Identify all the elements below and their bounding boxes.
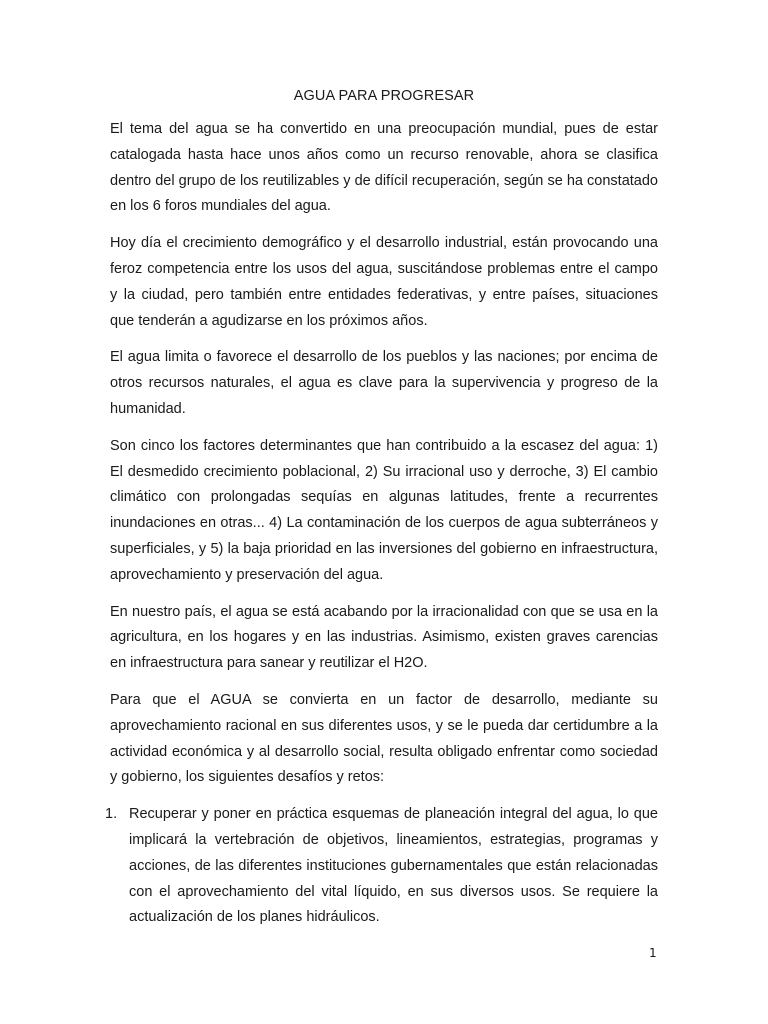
list-item-number: 1.: [105, 806, 118, 823]
list-item: [105, 802, 658, 931]
paragraph-1: El tema del agua se ha convertido en una preocupación mundial, pues de estar catalogada hasta hace unos años como un recurso renovable, ahora se clasifica dentro del grupo de los reutilizables y de difícil recuperación, según se ha constatado en los 6 foros mundiales del agua.: [110, 121, 658, 215]
document-title: AGUA PARA PROGRESAR: [293, 88, 475, 104]
page-number: 1: [649, 946, 657, 960]
paragraph-2: Hoy día el crecimiento demográfico y el desarrollo industrial, están provocando una feroz competencia entre los usos del agua, suscitándose problemas entre el campo y la ciudad, pero también entre entidades federativas, y entre países, situaciones que tenderán a agudizarse en los próximos años.: [110, 235, 658, 329]
paragraph-4: Son cinco los factores determinantes que han contribuido a la escasez del agua: 1) El desmedido crecimiento poblacional, 2) Su irracional uso y derroche, 3) El cambio climático con prolongadas sequías en algunas latitudes, frente a recurrentes inundaciones en otras... 4) La contaminación de los cuerpos de agua subterráneos y superficiales, y 5) la baja prioridad en las inversiones del gobierno en infraestructura, aprovechamiento y preservación del agua.: [110, 437, 658, 583]
challenges-list: [105, 802, 658, 931]
paragraph-6: Para que el AGUA se convierta en un factor de desarrollo, mediante su aprovechamiento racional en sus diferentes usos, y se le pueda dar certidumbre a la actividad económica y al desarrollo social, resulta obligado enfrentar como sociedad y gobierno, los siguientes desafíos y retos:: [110, 691, 658, 786]
list-item-text: Recuperar y poner en práctica esquemas de planeación integral del agua, lo que implicará la vertebración de objetivos, lineamientos, estrategias, programas y acciones, de las diferentes instituciones gubernamentales que están relacionadas con el aprovechamiento del vital líquido, en sus diversos usos. Se requiere la actualización de los planes hidráulicos.: [129, 806, 658, 926]
document-page: [105, 86, 658, 931]
paragraph-3: El agua limita o favorece el desarrollo de los pueblos y las naciones; por encima de otros recursos naturales, el agua es clave para la supervivencia y progreso de la humanidad.: [110, 349, 658, 417]
paragraph-5: En nuestro país, el agua se está acabando por la irracionalidad con que se usa en la agricultura, en los hogares y en las industrias. Asimismo, existen graves carencias en infraestructura para sanear y reutilizar el H2O.: [110, 603, 658, 672]
